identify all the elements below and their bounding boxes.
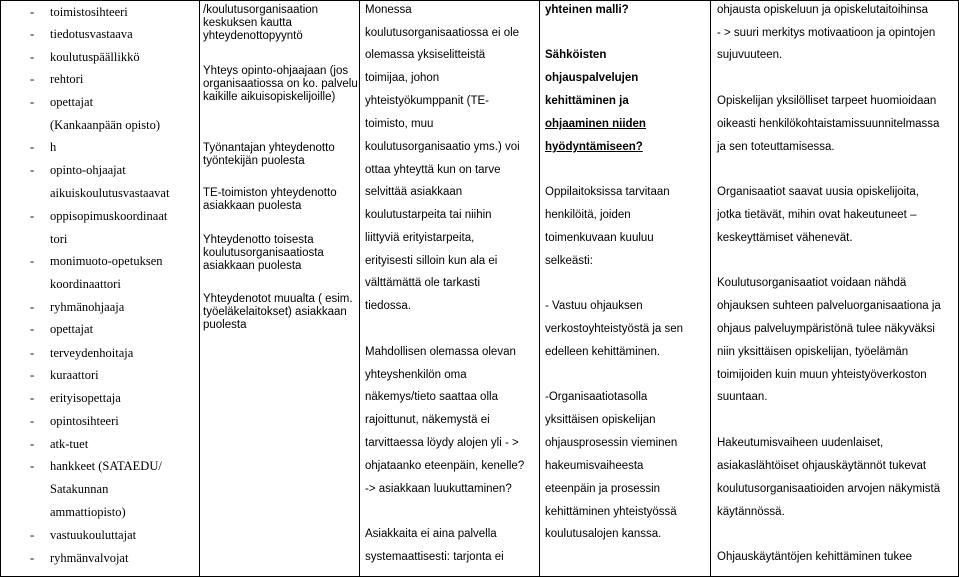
text-line: niin yksittäisen opiskelijan, työelämän: [717, 346, 909, 358]
text-line: ohjausprosessin vieminen: [545, 437, 678, 449]
text-line: toimenkuvaan kuuluu: [545, 232, 654, 244]
table-left-border: [0, 0, 1, 577]
text-line: Monessa: [365, 4, 412, 16]
list-item: - opettajat: [30, 95, 94, 109]
list-item: Satakunnan: [50, 482, 109, 496]
text-line: yhteistyökumppanit (TE-: [365, 95, 489, 107]
text-line: ottaa yhteyttä kun on tarve: [365, 164, 501, 176]
text-line: henkilöitä, joiden: [545, 209, 631, 221]
text-line: olemassa yksiselitteistä: [365, 49, 486, 61]
list-item: - hankkeet (SATAEDU/: [30, 459, 162, 473]
text-line: koulutusorganisaatioiden arvojen näkymistä: [717, 483, 941, 495]
list-item: - tiedotusvastaava: [30, 27, 133, 41]
text-line: - Vastuu ohjauksen: [545, 300, 643, 312]
text-line: liittyviä erityistarpeita,: [365, 232, 475, 244]
column-divider: [359, 0, 360, 577]
text-line: ohjataanko eteenpäin, kenelle?: [365, 460, 525, 472]
list-item: - monimuoto-opetuksen: [30, 254, 163, 268]
list-item: - rehtori: [30, 72, 84, 86]
text-line: verkostoyhteistyöstä ja sen: [545, 323, 684, 335]
list-item: - koulutuspäällikkö: [30, 50, 140, 64]
text-line: -> asiakkaan luukuttaminen?: [365, 483, 512, 495]
text-line: ohjaus palveluympäristönä tulee näkyväksi: [717, 323, 935, 335]
text-line: yhteyshenkilön oma: [365, 369, 467, 381]
list-item: - erityisopettaja: [30, 391, 121, 405]
text-line: näkemys/tieto saattaa olla: [365, 391, 498, 403]
channel-text: Yhteys opinto-ohjaajaan (jos organisaatiossa on ko. palvelu kaikille aikuisopiskelijoille): [203, 65, 358, 103]
list-item: - kuraattori: [30, 368, 99, 382]
text-line: sujuvuuteen.: [717, 49, 783, 61]
text-line: Asiakkaita ei aina palvella: [365, 528, 497, 540]
text-line: Hakeutumisvaiheen uudenlaiset,: [717, 437, 884, 449]
text-line: keskeyttämiset vähenevät.: [717, 232, 853, 244]
list-item: - oppisopimuskoordinaat: [30, 209, 168, 223]
text-line: Ohjauskäytäntöjen kehittäminen tukee: [717, 551, 912, 563]
list-item: - opettajat: [30, 322, 94, 336]
text-line: Sähköisten: [545, 49, 607, 61]
text-line: ohjauksen suhteen palveluorganisaationa ja: [717, 300, 941, 312]
text-line: ja sen toteuttamisessa.: [717, 141, 835, 153]
text-line: ohjauspalvelujen: [545, 72, 639, 84]
list-item: - toimistosihteeri: [30, 5, 128, 19]
text-line: oikeasti henkilökohtaistamissuunnitelmassa: [717, 118, 940, 130]
channel-text: TE-toimiston yhteydenotto asiakkaan puolesta: [203, 187, 337, 212]
column-divider: [539, 0, 540, 577]
text-line: Mahdollisen olemassa olevan: [365, 346, 516, 358]
text-line: kehittäminen yhteistyössä: [545, 506, 677, 518]
list-item: (Kankaanpään opisto): [50, 118, 161, 132]
list-item: tori: [50, 232, 68, 246]
text-line: tarvittaessa löydy alojen yli - >: [365, 437, 519, 449]
text-line: hyödyntämiseen?: [545, 141, 643, 153]
text-line: koulutusalojen kanssa.: [545, 528, 662, 540]
table-top-border: [0, 0, 959, 1]
column-divider: [199, 0, 200, 577]
text-line: koulutustarpeita tai niihin: [365, 209, 492, 221]
text-line: tiedossa.: [365, 300, 412, 312]
text-line: toimijoiden kuin muun yhteistyöverkoston: [717, 369, 927, 381]
list-item: - ryhmänvalvojat: [30, 551, 129, 565]
text-line: Oppilaitoksissa tarvitaan: [545, 186, 670, 198]
list-item: - h: [30, 140, 57, 154]
text-line: välttämättä ole tarkasti: [365, 277, 481, 289]
list-item: ammattiopisto): [50, 505, 126, 519]
list-item: - opinto-ohjaajat: [30, 163, 126, 177]
text-line: selvittää asiakkaan: [365, 186, 463, 198]
text-line: - > suuri merkitys motivaatioon ja opintojen: [717, 27, 936, 39]
text-line: toimisto, muu: [365, 118, 434, 130]
list-item: - ryhmänohjaaja: [30, 300, 125, 314]
text-line: ohjausta opiskeluun ja opiskelutaitoihinsa: [717, 4, 928, 16]
text-line: asiakaslähtöiset ohjauskäytännöt tukevat: [717, 460, 927, 472]
text-line: koulutusorganisaatio yms.) voi: [365, 141, 520, 153]
text-line: hakeumisvaiheesta: [545, 460, 644, 472]
column-divider: [710, 0, 711, 577]
text-line: koulutusorganisaatiossa ei ole: [365, 27, 520, 39]
list-item: koordinaattori: [50, 277, 121, 291]
channel-text: Yhteydenotto toisesta koulutusorganisaatiosta asiakkaan puolesta: [203, 234, 324, 272]
list-item: - vastuukouluttajat: [30, 528, 137, 542]
text-line: eteenpäin ja prosessin: [545, 483, 661, 495]
text-line: edelleen kehittäminen.: [545, 346, 661, 358]
text-line: systemaattisesti: tarjonta ei: [365, 551, 504, 563]
channel-text: Yhteydenotot muualta ( esim. työeläkelaitokset) asiakkaan puolesta: [203, 293, 353, 331]
text-line: -Organisaatiotasolla: [545, 391, 648, 403]
text-line: käytännössä.: [717, 506, 785, 518]
list-item: aikuiskoulutusvastaavat: [50, 186, 170, 200]
text-line: yksittäisen opiskelijan: [545, 414, 656, 426]
text-line: jotka tietävät, mihin ovat hakeutuneet –: [717, 209, 917, 221]
text-line: suuntaan.: [717, 391, 768, 403]
text-line: ohjaaminen niiden: [545, 118, 646, 130]
list-item: - terveydenhoitaja: [30, 346, 134, 360]
text-line: Koulutusorganisaatiot voidaan nähdä: [717, 277, 907, 289]
text-line: kehittäminen ja: [545, 95, 629, 107]
channel-text: /koulutusorganisaation keskuksen kautta yhteydenottopyyntö: [203, 4, 319, 42]
text-line: Organisaatiot saavat uusia opiskelijoita,: [717, 186, 920, 198]
text-line: erityisesti silloin kun ala ei: [365, 255, 498, 267]
text-line: Opiskelijan yksilölliset tarpeet huomioidaan: [717, 95, 937, 107]
list-item: - atk-tuet: [30, 437, 89, 451]
text-line: selkeästi:: [545, 255, 593, 267]
list-item: - opintosihteeri: [30, 414, 119, 428]
text-line: toimijaa, johon: [365, 72, 440, 84]
text-line: yhteinen malli?: [545, 4, 629, 16]
channel-text: Työnantajan yhteydenotto työntekijän puolesta: [203, 142, 335, 167]
text-line: rajoittunut, näkemystä ei: [365, 414, 490, 426]
